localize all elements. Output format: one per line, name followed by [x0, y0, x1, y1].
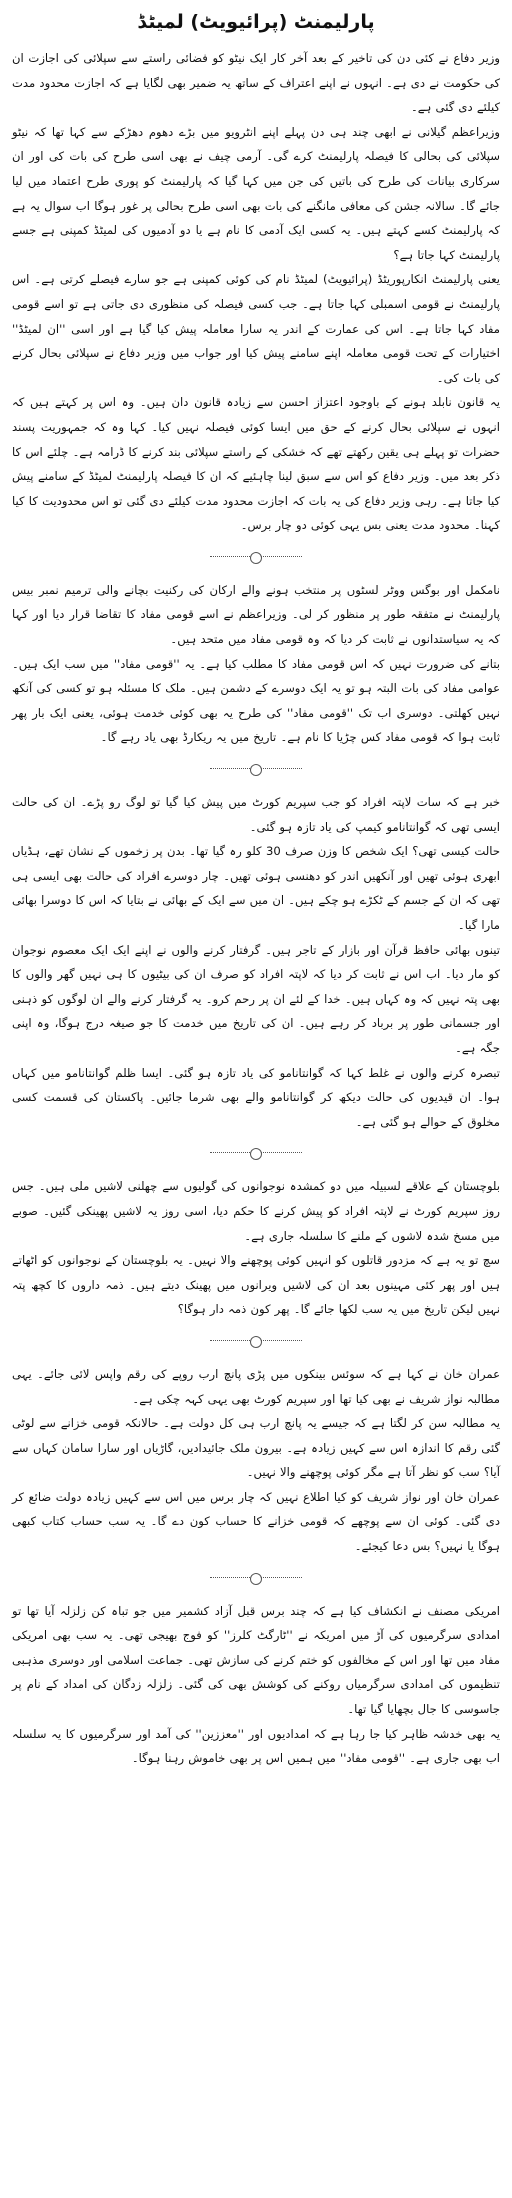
- paragraph: یہ قانون نابلد ہونے کے باوجود اعتزاز احسن سے زیادہ قانون دان ہیں۔ وہ اس پر کہتے ہیں کہ انہوں نے سپلائی بحال کرنے کے حق میں ایسا کوئی فیصلہ نہیں کیا۔ کہا وہ کہ جمہوریت پسند حضرات تو پہلے ہی یقین رکھتے تھے کہ خشکی کے راستے سپلائی بند کرنے کا ڈرامہ ہے۔ چلئے اس کا ذکر بعد میں۔ وزیر دفاع کو اس سے سبق لینا چاہئیے کہ ان کا فیصلہ پارلیمنٹ لمیٹڈ کے سامنے پیش کیا جاتا ہے۔ رہی وزیر دفاع کی یہ بات کہ اجازت محدود مدت کیلئے دی گئی تو اس محدودیت کا کیا کہنا۔ محدود مدت یعنی بس یہی کوئی دو چار برس۔: [12, 395, 500, 533]
- paragraph: سچ تو یہ ہے کہ مزدور قاتلوں کو انہیں کوئی پوچھنے والا نہیں۔ یہ بلوچستان کے نوجوانوں کو اٹھاتے ہیں اور پھر کئی مہینوں بعد ان کی لاشیں ویرانوں میں پھینک دیتے ہیں۔ ذمہ داروں کا کچھ پتہ نہیں لیکن تاریخ میں یہ سب لکھا جائے گا۔ پھر کون ذمہ دار ہوگا؟: [12, 1253, 500, 1317]
- section-earthquake: [12, 1599, 500, 1771]
- section-divider: [210, 760, 302, 778]
- paragraph: یعنی پارلیمنٹ انکارپوریٹڈ (پرائیویٹ) لمیٹڈ نام کی کوئی کمپنی ہے جو سارے فیصلے کرتی ہے۔ اس پارلیمنٹ نے قومی اسمبلی کہا جاتا ہے۔ جب کسی فیصلہ کی منظوری دی جاتی ہے تو اسے قومی مفاد کہا جاتا ہے۔ اس کی عمارت کے اندر یہ سارا معاملہ پیش کیا گیا ہے اور اسی ''ان لمیٹڈ'' اختیارات کے تحت قومی معاملہ اپنے سامنے پیش کیا اور جواب میں وزیر دفاع نے سپلائی بحال کرنے کی بات کی۔: [12, 272, 500, 385]
- section-divider: [210, 548, 302, 566]
- paragraph: خبر ہے کہ سات لاپتہ افراد کو جب سپریم کورٹ میں پیش کیا گیا تو لوگ رو پڑے۔ ان کی حالت ایسی تھی کہ گوانتانامو کیمپ کی یاد تازہ ہو گئی۔: [12, 795, 500, 834]
- section-nato-supply: [12, 46, 500, 538]
- paragraph: یہ مطالبہ سن کر لگتا ہے کہ جیسے یہ پانچ ارب ہی کل دولت ہے۔ حالانکہ قومی خزانے سے لوٹی گئی رقم کا اندازہ اس سے کہیں زیادہ ہے۔ بیرون ملک جائیدادیں، گاڑیاں اور سارا سامان کہاں سے آیا؟ سب کو نظر آتا ہے مگر کوئی پوچھنے والا نہیں۔: [12, 1416, 500, 1480]
- section-swiss-accounts: [12, 1362, 500, 1559]
- paragraph: تبصرہ کرنے والوں نے غلط کہا کہ گوانتانامو کی یاد تازہ ہو گئی۔ ایسا ظلم گوانتانامو میں کہاں ہوا۔ ان قیدیوں کی حالت دیکھ کر گوانتانامو والے بھی شرما جائیں۔ پاکستان کی قسمت کسی مخلوق کے حوالے ہو گئی ہے۔: [12, 1065, 500, 1129]
- paragraph: یہ بھی خدشہ ظاہر کیا جا رہا ہے کہ امدادیوں اور ''معززین'' کی آمد اور سرگرمیوں کا یہ سلسلہ اب بھی جاری ہے۔ ''قومی مفاد'' میں ہمیں اس پر بھی خاموش رہنا ہوگا۔: [12, 1726, 500, 1766]
- paragraph: بتانے کی ضرورت نہیں کہ اس قومی مفاد کا مطلب کیا ہے۔ یہ ''قومی مفاد'' میں سب ایک ہیں۔ عوامی مفاد کی بات البتہ ہو تو یہ ایک دوسرے کے دشمن ہیں۔ ملک کا مسئلہ ہو تو کسی کی آنکھ نہیں کھلتی۔ دوسری اب تک ''قومی مفاد'' کی طرح یہ بھی کوئی خدمت ہوئی، یعنی ایک بار پھر ثابت ہوا کہ قومی مفاد کس چڑیا کا نام ہے۔ تاریخ میں یہ ریکارڈ بھی یاد رہے گا۔: [12, 656, 500, 745]
- section-divider: [210, 1569, 302, 1587]
- paragraph: بلوچستان کے علاقے لسبیلہ میں دو کمشدہ نوجوانوں کی گولیوں سے چھلنی لاشیں ملی ہیں۔ جس روز سپریم کورٹ نے لاپتہ افراد کو پیش کرنے کا حکم دیا، اسی روز یہ لاشیں پھینکی گئیں۔ صوبے میں مسخ شدہ لاشوں کے ملنے کا سلسلہ جاری ہے۔: [12, 1179, 500, 1243]
- section-balochistan: [12, 1174, 500, 1322]
- paragraph: نامکمل اور بوگس ووٹر لسٹوں پر منتخب ہونے والے ارکان کی رکنیت بچانے والی ترمیم نمبر بیس پارلیمنٹ نے متفقہ طور پر منظور کر لی۔ وزیراعظم نے اسے قومی مفاد کا تقاضا قرار دیا اور کہا کہ یہ سیاستدانوں نے ثابت کر دیا کہ وہ قومی مفاد میں متحد ہیں۔: [12, 582, 500, 647]
- section-divider: [210, 1144, 302, 1162]
- paragraph: تینوں بھائی حافظ قرآن اور بازار کے تاجر ہیں۔ گرفتار کرنے والوں نے اپنے ایک ایک معصوم نوجوان کو مار دیا۔ اب اس نے ثابت کر دیا کہ لاپتہ افراد کو صرف ان کی بیٹیوں کا ہی نہیں گھر والوں کا بھی پتہ نہیں کہ وہ کہاں ہیں۔ خدا کے لئے ان پر رحم کرو۔ یہ گرفتار کرنے والے ان لوگوں کو ذہنی اور جسمانی طور پر برباد کر رہے ہیں۔ ان کی تاریخ میں خدمت کا جو صیغہ درج ہوگا، وہ اپنی جگہ ہے۔: [12, 942, 500, 1055]
- paragraph: امریکی مصنف نے انکشاف کیا ہے کہ چند برس قبل آزاد کشمیر میں جو تباہ کن زلزلہ آیا تھا تو امدادی سرگرمیوں کی آڑ میں امریکہ نے ''ٹارگٹ کلرز'' کو فوج بھیجی تھی۔ یہ سب بھی امریکی مفاد میں تھا اور اس کے مخالفوں کو ختم کرنے کی سازش تھی۔ جماعت اسلامی اور دوسری مذہبی تنظیموں کی امدادی سرگرمیاں روکنے کی کوشش بھی کی گئی۔ زلزلہ زدگان کی امداد کے نام پر جاسوسی کا جال بچھایا گیا تھا۔: [12, 1603, 500, 1717]
- section-amendment: [12, 578, 500, 750]
- paragraph: عمران خان اور نواز شریف کو کیا اطلاع نہیں کہ چار برس میں اس سے کہیں زیادہ دولت ضائع کر دی گئی۔ کوئی ان سے پوچھے کہ قومی خزانے کا حساب کون دے گا۔ یہ سب حساب کتاب کبھی ہوگا یا نہیں؟ بس دعا کیجئے۔: [12, 1489, 500, 1554]
- paragraph: حالت کیسی تھی؟ ایک شخص کا وزن صرف 30 کلو رہ گیا تھا۔ بدن پر زخموں کے نشان تھے، ہڈیاں ابھری ہوئی تھیں اور آنکھیں اندر کو دھنسی ہوئی تھیں۔ چار دوسرے افراد کی حالت بھی ایسی ہی تھی کہ ان کے جسم کے ٹکڑے ہو چکے ہیں۔ ان میں سے ایک کے بھائی نے بتایا کہ اس کا دوسرا بھائی مارا گیا۔: [12, 844, 500, 932]
- section-divider: [210, 1332, 302, 1350]
- section-missing-persons: [12, 790, 500, 1134]
- paragraph: وزیراعظم گیلانی نے ابھی چند ہی دن پہلے اپنے انٹرویو میں بڑے دھوم دھڑکے سے کہا تھا کہ نیٹو سپلائی کی بحالی کا فیصلہ پارلیمنٹ کرے گی۔ آرمی چیف نے بھی اسی طرح کی بات کی اور ان سرکاری بیانات کی طرح کی باتیں کی جن میں کہا گیا کہ پارلیمنٹ کو پوری طرح اعتماد میں لیا جائے گا۔ سالانہ جشن کی معافی مانگنے کی بات بھی اسی طرح بحالی پر غور ہوگا اب سوال یہ ہے کہ پارلیمنٹ کسے کہتے ہیں۔ یہ کسی ایک آدمی کا نام ہے یا دو آدمیوں کی لمیٹڈ کمپنی ہے جسے پارلیمنٹ کہا جاتا ہے؟: [12, 124, 500, 262]
- paragraph: وزیر دفاع نے کئی دن کی تاخیر کے بعد آخر کار ایک نیٹو کو فضائی راستے سے سپلائی کی اجازت ان کی حکومت نے دی ہے۔ انہوں نے اپنے اعتراف کے ساتھ یہ ضمیر بھی لگایا ہے کہ اجازت محدود مدت کیلئے دی گئی ہے۔: [12, 51, 500, 115]
- headline: پارلیمنٹ (پرائیویٹ) لمیٹڈ: [137, 11, 375, 33]
- paragraph: عمران خان نے کہا ہے کہ سوئس بینکوں میں پڑی پانچ ارب روپے کی رقم واپس لائی جائے۔ یہی مطالبہ نواز شریف نے بھی کیا تھا اور سپریم کورٹ بھی یہی کہہ چکی ہے۔: [12, 1366, 500, 1406]
